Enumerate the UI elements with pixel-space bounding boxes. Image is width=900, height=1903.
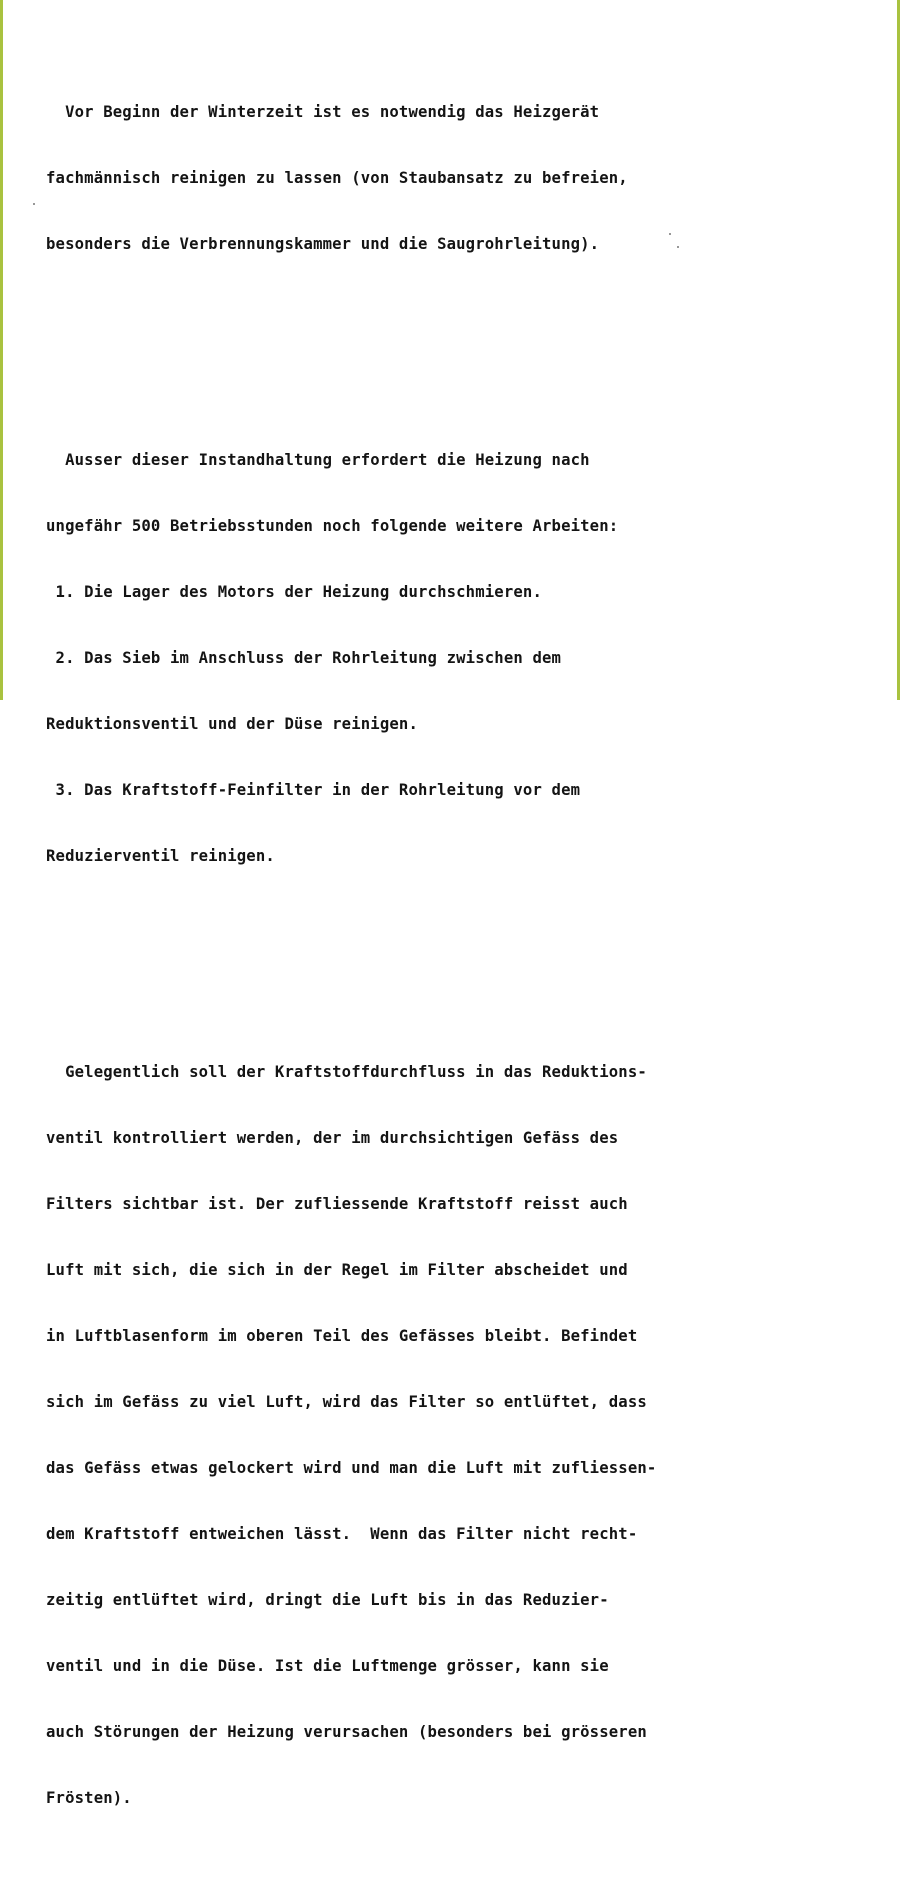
paragraph-gap	[46, 961, 886, 967]
text-line: zeitig entlüftet wird, dringt die Luft bis in das Reduzier-	[46, 1591, 609, 1609]
document-body	[46, 7, 886, 1903]
list-item-1: 1. Die Lager des Motors der Heizung durchschmieren.	[46, 583, 542, 601]
text-line: besonders die Verbrennungskammer und die Saugrohrleitung).	[46, 235, 600, 253]
text-line: auch Störungen der Heizung verursachen (besonders bei grösseren	[46, 1723, 647, 1741]
text-line: ventil und in die Düse. Ist die Luftmenge grösser, kann sie	[46, 1657, 609, 1675]
text-line: Frösten).	[46, 1789, 132, 1807]
list-item-3: 3. Das Kraftstoff-Feinfilter in der Rohrleitung vor dem	[46, 781, 581, 799]
paragraph-gap	[46, 349, 886, 355]
text-line: fachmännisch reinigen zu lassen (von Staubansatz zu befreien,	[46, 169, 628, 187]
paragraph-fuel-flow-check	[46, 1021, 886, 1849]
text-line: Luft mit sich, die sich in der Regel im Filter abscheidet und	[46, 1261, 628, 1279]
list-item-2-continued: Reduktionsventil und der Düse reinigen.	[46, 715, 418, 733]
text-line: sich im Gefäss zu viel Luft, wird das Filter so entlüftet, dass	[46, 1393, 647, 1411]
text-line: in Luftblasenform im oberen Teil des Gefässes bleibt. Befindet	[46, 1327, 638, 1345]
text-line: Filters sichtbar ist. Der zufliessende Kraftstoff reisst auch	[46, 1195, 628, 1213]
text-line: das Gefäss etwas gelockert wird und man die Luft mit zufliessen-	[46, 1459, 657, 1477]
text-line: ungefähr 500 Betriebsstunden noch folgende weitere Arbeiten:	[46, 517, 619, 535]
list-item-3-continued: Reduzierventil reinigen.	[46, 847, 275, 865]
scan-speck	[669, 233, 671, 235]
text-line: ventil kontrolliert werden, der im durchsichtigen Gefäss des	[46, 1129, 619, 1147]
paragraph-maintenance-before-winter	[46, 61, 886, 295]
text-line: Vor Beginn der Winterzeit ist es notwendig das Heizgerät	[46, 103, 600, 121]
text-line: Ausser dieser Instandhaltung erfordert die Heizung nach	[46, 451, 590, 469]
paragraph-500-hour-tasks	[46, 409, 886, 907]
list-item-2: 2. Das Sieb im Anschluss der Rohrleitung zwischen dem	[46, 649, 562, 667]
scan-speck	[33, 203, 35, 205]
text-line: dem Kraftstoff entweichen lässt. Wenn das Filter nicht recht-	[46, 1525, 638, 1543]
scan-speck	[677, 246, 679, 248]
text-line: Gelegentlich soll der Kraftstoffdurchfluss in das Reduktions-	[46, 1063, 647, 1081]
